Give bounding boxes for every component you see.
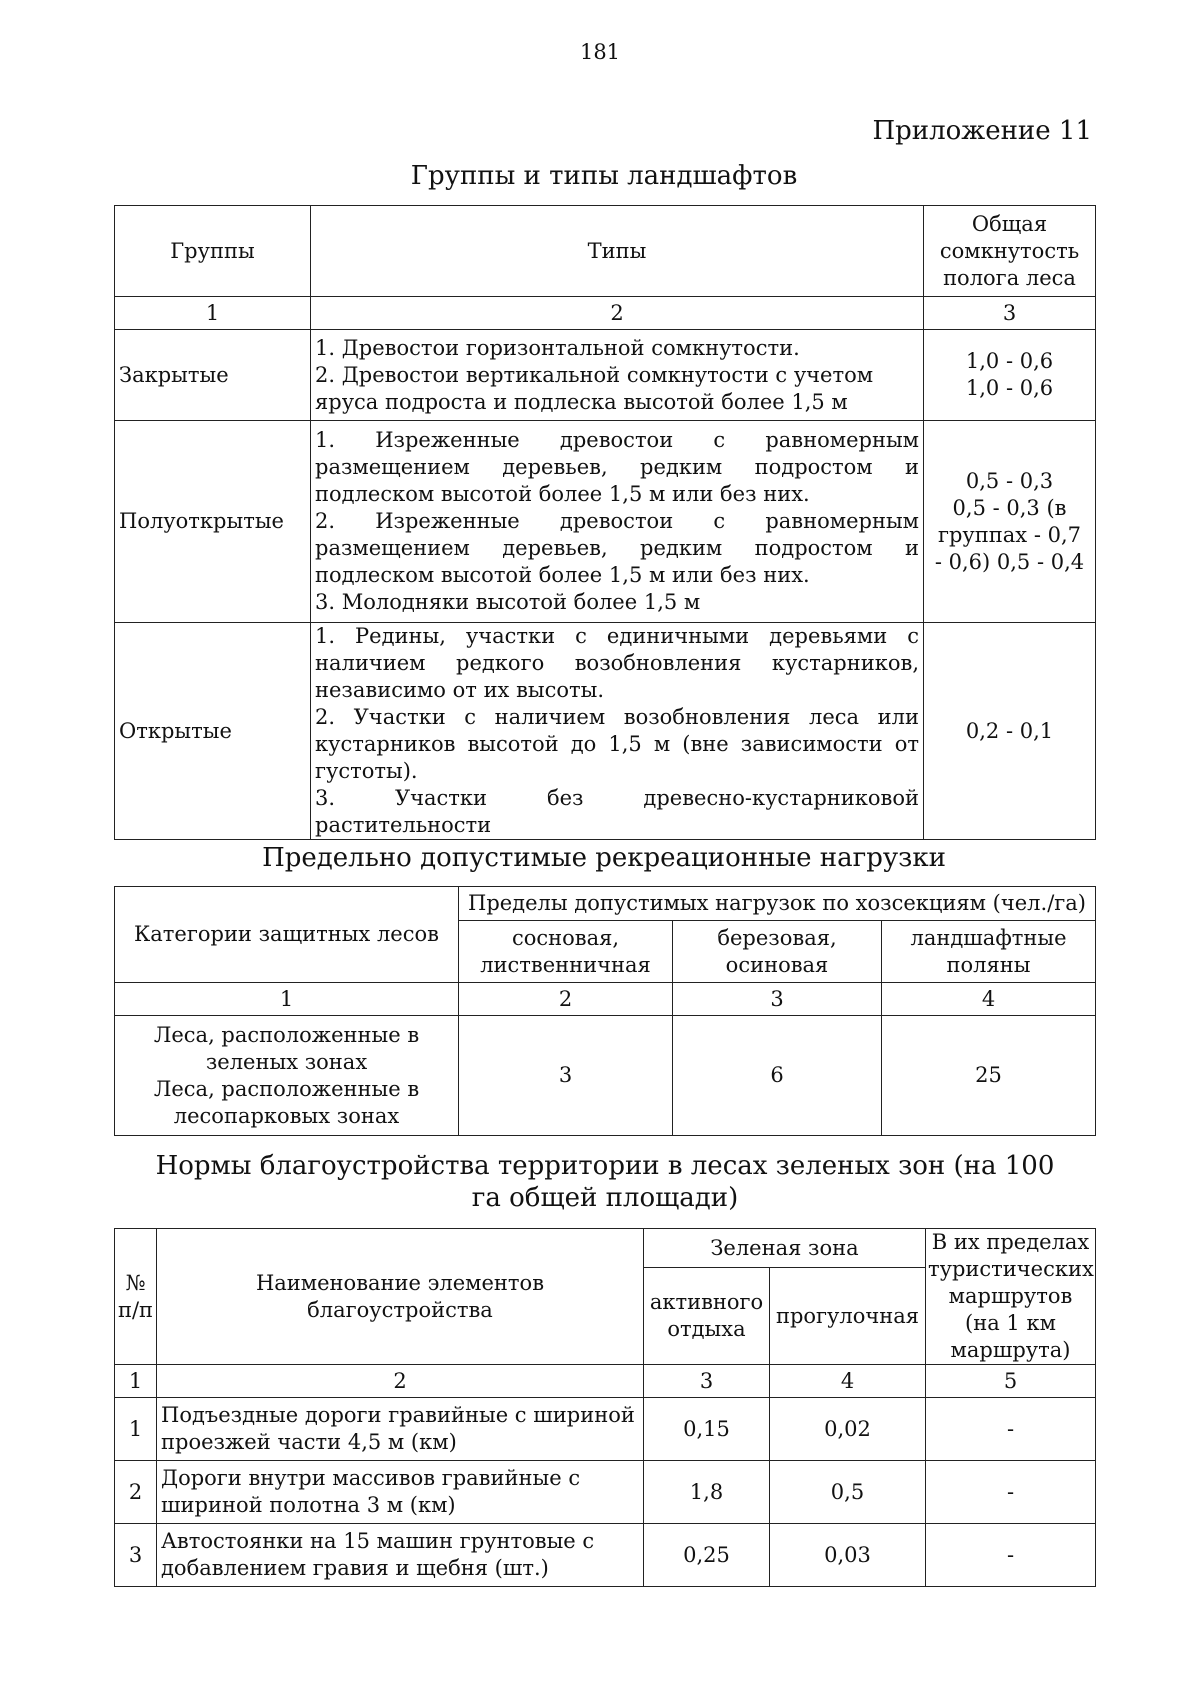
- active-zone-value: 0,15: [644, 1398, 770, 1461]
- walk-zone-value: 0,03: [770, 1524, 926, 1587]
- table-row: [115, 623, 1096, 840]
- column-header: Общая сомкнутость полога леса: [924, 206, 1096, 297]
- group-name: Закрытые: [115, 330, 311, 421]
- forest-category: Леса, расположенные в лесопарковых зонах: [153, 1076, 420, 1128]
- improvement-norms-table: [114, 1228, 1096, 1587]
- type-item: 2. Древостои вертикальной сомкнутости с учетом яруса подроста и подлеска высотой более 1,5 м: [315, 362, 874, 414]
- column-number: 1: [115, 297, 311, 330]
- column-number: 3: [644, 1365, 770, 1398]
- closure-cell: [924, 421, 1096, 623]
- column-subheader: прогулочная: [770, 1268, 926, 1365]
- column-number: 2: [311, 297, 924, 330]
- group-name: Открытые: [115, 623, 311, 840]
- column-number: 2: [157, 1365, 644, 1398]
- element-name: Подъездные дороги гравийные с шириной проезжей части 4,5 м (км): [157, 1398, 644, 1461]
- recreational-loads-table: [114, 886, 1096, 1136]
- closure-value: 0,2 - 0,1: [965, 718, 1054, 743]
- routes-value: -: [926, 1398, 1096, 1461]
- column-number: 1: [115, 983, 459, 1016]
- closure-value: 1,0 - 0,6: [965, 349, 1054, 373]
- element-name: Автостоянки на 15 машин грунтовые с добавлением гравия и щебня (шт.): [157, 1524, 644, 1587]
- column-header: Категории защитных лесов: [115, 887, 459, 983]
- column-numbers-row: [115, 297, 1096, 330]
- forest-category: Леса, расположенные в зеленых зонах: [153, 1022, 420, 1074]
- types-cell: [311, 623, 924, 840]
- table-header-row: [115, 206, 1096, 297]
- column-number: 1: [115, 1365, 157, 1398]
- routes-value: -: [926, 1461, 1096, 1524]
- types-cell: [311, 421, 924, 623]
- closure-value: 1,0 - 0,6: [965, 376, 1054, 400]
- landscapes-table: [114, 205, 1096, 840]
- column-subheader: ландшафтные поляны: [882, 921, 1096, 983]
- load-value: 3: [459, 1016, 673, 1136]
- column-numbers-row: [115, 1365, 1096, 1398]
- section-title-landscapes: Группы и типы ландшафтов: [410, 161, 798, 191]
- table-header-row: [115, 1229, 1096, 1268]
- section-title-improvement-norms: Нормы благоустройства территории в лесах зеленых зон (на 100 га общей площади): [155, 1151, 1055, 1213]
- type-item: 2. Участки с наличием возобновления леса или кустарников высотой до 1,5 м (вне зависимости от густоты).: [315, 705, 919, 783]
- column-number: 4: [882, 983, 1096, 1016]
- closure-value: 0,5 - 0,3 (в группах - 0,7 - 0,6) 0,5 - 0,4: [934, 495, 1085, 574]
- table-row: [115, 1016, 1096, 1136]
- types-cell: [311, 330, 924, 421]
- row-number: 2: [115, 1461, 157, 1524]
- active-zone-value: 0,25: [644, 1524, 770, 1587]
- closure-cell: [924, 330, 1096, 421]
- type-item: 1. Древостои горизонтальной сомкнутости.: [315, 335, 800, 360]
- column-number: 5: [926, 1365, 1096, 1398]
- type-item: 1. Изреженные древостои с равномерным размещением деревьев, редким подростом и подлеском высотой более 1,5 м или без них.: [315, 428, 919, 506]
- column-subheader: березовая, осиновая: [673, 921, 882, 983]
- closure-cell: [924, 623, 1096, 840]
- walk-zone-value: 0,5: [770, 1461, 926, 1524]
- column-number: 3: [924, 297, 1096, 330]
- forest-category-cell: [115, 1016, 459, 1136]
- column-subheader: сосновая, лиственничная: [459, 921, 673, 983]
- section-title-recreational-loads: Предельно допустимые рекреационные нагрузки: [262, 843, 946, 873]
- column-header: Группы: [115, 206, 311, 297]
- element-name: Дороги внутри массивов гравийные с шириной полотна 3 м (км): [157, 1461, 644, 1524]
- type-item: 1. Редины, участки с единичными деревьями с наличием редкого возобновления кустарников, независимо от их высоты.: [315, 624, 919, 702]
- load-value: 6: [673, 1016, 882, 1136]
- table-row: [115, 1524, 1096, 1587]
- type-item: 3. Участки без древесно-кустарниковой растительности: [315, 786, 919, 837]
- load-value: 25: [882, 1016, 1096, 1136]
- table-header-row: [115, 887, 1096, 921]
- table-row: [115, 1398, 1096, 1461]
- column-number: 4: [770, 1365, 926, 1398]
- column-header: Пределы допустимых нагрузок по хозсекциям (чел./га): [459, 887, 1096, 921]
- column-number: 3: [673, 983, 882, 1016]
- column-header: Типы: [311, 206, 924, 297]
- table-row: [115, 421, 1096, 623]
- type-item: 2. Изреженные древостои с равномерным размещением деревьев, редким подростом и подлеском высотой более 1,5 м или без них.: [315, 509, 919, 587]
- active-zone-value: 1,8: [644, 1461, 770, 1524]
- table-row: [115, 330, 1096, 421]
- row-number: 1: [115, 1398, 157, 1461]
- table-row: [115, 1461, 1096, 1524]
- column-header: № п/п: [115, 1229, 157, 1365]
- column-header: Зеленая зона: [644, 1229, 926, 1268]
- type-item: 3. Молодняки высотой более 1,5 м: [315, 590, 701, 614]
- group-name: Полуоткрытые: [115, 421, 311, 623]
- routes-value: -: [926, 1524, 1096, 1587]
- column-header: В их пределах туристических маршрутов (на 1 км маршрута): [926, 1229, 1096, 1365]
- row-number: 3: [115, 1524, 157, 1587]
- closure-value: 0,5 - 0,3: [965, 468, 1054, 493]
- column-header: Наименование элементов благоустройства: [157, 1229, 644, 1365]
- page-number: 181: [579, 40, 621, 64]
- column-subheader: активного отдыха: [644, 1268, 770, 1365]
- walk-zone-value: 0,02: [770, 1398, 926, 1461]
- column-number: 2: [459, 983, 673, 1016]
- column-numbers-row: [115, 983, 1096, 1016]
- appendix-label: Приложение 11: [872, 116, 1092, 146]
